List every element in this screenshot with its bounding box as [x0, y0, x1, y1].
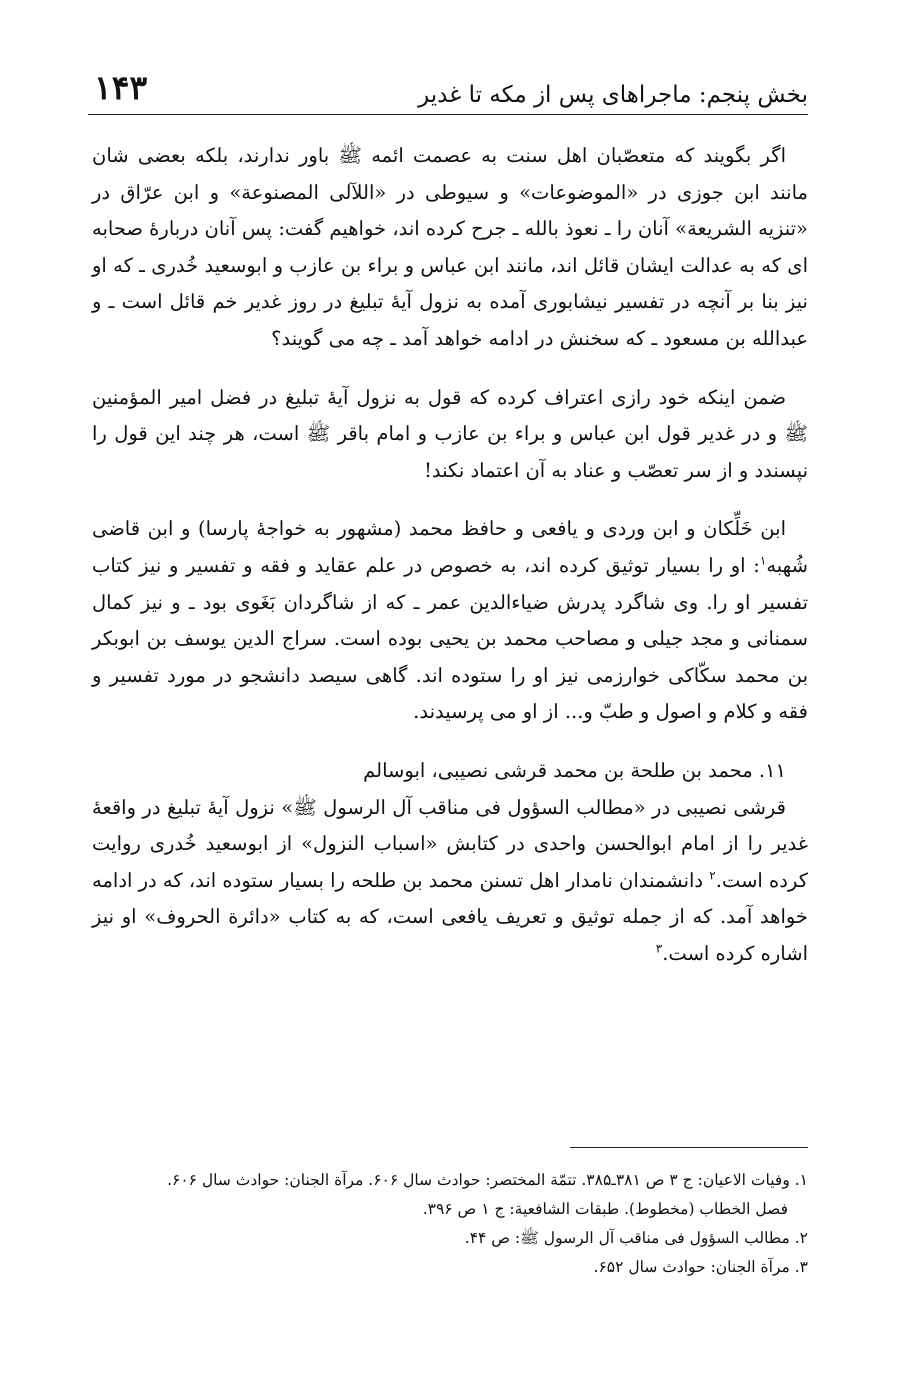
paragraph-text: ابن خَلِّکان و ابن وردی و یافعی و حافظ محمد (مشهور به خواجهٔ پارسا) و ابن قاضی شُهبه: [92, 517, 808, 577]
footnote-ref-2[interactable]: ۲: [709, 868, 716, 883]
footnote-divider: [570, 1147, 808, 1148]
page-number: ۱۴۳: [94, 68, 148, 107]
page-header: [88, 62, 808, 115]
paragraph: اگر بگویند که متعصّبان اهل سنت به عصمت ائمه ﷺ باور ندارند، بلکه بعضی شان مانند ابن جوزی در «الموضوعات» و سیوطی در «اللآلی المصنوعة» و ابن عرّاق در «تنزیه الشریعة» آنان را ـ نعوذ بالله ـ جرح کرده اند، خواهیم گفت: پس آنان دربارهٔ صحابه ای که به عدالت ایشان قائل اند، مانند ابن عباس و براء بن عازب و ابوسعید خُدری ـ که او نیز بنا بر آنچه در تفسیر نیشابوری آمده به نزول آیهٔ تبلیغ در روز غدیر خم قائل است ـ و عبدالله بن مسعود ـ که سخنش در ادامه خواهد آمد ـ چه می گویند؟: [92, 144, 808, 350]
footnote-3: ۳. مرآة الجنان: حوادث سال ۶۵۲.: [593, 1258, 808, 1276]
footnotes: [92, 1166, 808, 1282]
footnote-2: ۲. مطالب السؤول فی مناقب آل الرسول ﷺ: ص ۴۴.: [464, 1229, 808, 1247]
paragraph-text: قرشی نصیبی در «مطالب السؤول فی مناقب آل الرسول ﷺ» نزول آیهٔ تبلیغ در واقعهٔ غدیر را از امام ابوالحسن واحدی در کتابش «اسباب النزول» از ابوسعید خُدری روایت کرده است.: [92, 795, 808, 892]
paragraph: ضمن اینکه خود رازی اعتراف کرده که قول به نزول آیهٔ تبلیغ در فضل امیر المؤمنین ﷺ و در غدیر قول ابن عباس و براء بن عازب و امام باقر ﷺ است، هر چند این قول را نپسندد و از سر تعصّب و عناد به آن اعتماد نکند!: [92, 385, 808, 482]
running-title: بخش پنجم: ماجراهای پس از مکه تا غدیر: [418, 82, 808, 108]
section-heading: ۱۱. محمد بن طلحة بن محمد قرشی نصیبی، ابوسالم: [363, 758, 786, 782]
paragraph-text: : او را بسیار توثیق کرده اند، به خصوص در علم عقاید و فقه و تفسیر و نیز کتاب تفسیر او را. وی شاگرد پدرش ضیاءالدین عمر ـ که از شاگردان بَغَوی بود ـ و نیز کمال سمنانی و مجد جیلی و مصاحب محمد بن یحیی بوده است. سراج الدین یوسف بن ابوبکر بن محمد سکّاکی خوارزمی نیز او را ستوده اند. گاهی سیصد دانشجو در مورد تفسیر و فقه و کلام و اصول و طبّ و... از او می پرسیدند.: [92, 553, 808, 724]
footnote-1-continued: فصل الخطاب (مخطوط). طبقات الشافعیة: ج ۱ ص ۳۹۶.: [422, 1200, 788, 1218]
footnote-ref-3[interactable]: ۳: [655, 941, 663, 956]
paragraph: [92, 511, 808, 731]
body-text: [92, 138, 808, 972]
paragraph: [92, 790, 808, 973]
paragraph-text: دانشمندان نامدار اهل تسنن محمد بن طلحه را بسیار ستوده اند، که در ادامه خواهد آمد. که از جمله توثیق و تعریف یافعی است، که به کتاب «دائرة الحروف» او نیز اشاره کرده است.: [92, 868, 808, 965]
footnote-ref-1[interactable]: ۱: [759, 553, 767, 568]
footnote-1: ۱. وفیات الاعیان: ج ۳ ص ۳۸۱ـ۳۸۵. تتمّة المختصر: حوادث سال ۶۰۶. مرآة الجنان: حوادث سال ۶۰۶.: [167, 1171, 808, 1189]
